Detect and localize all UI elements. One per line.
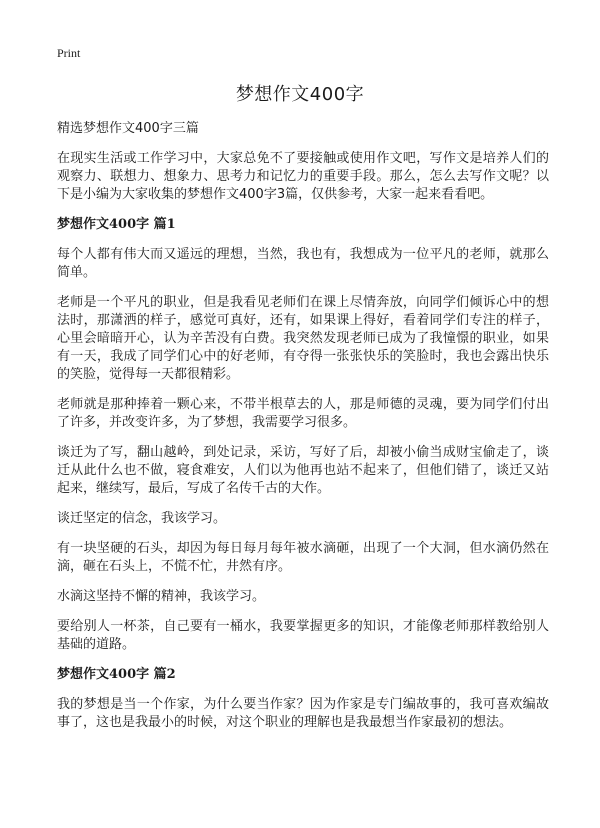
paragraph: 老师是一个平凡的职业，但是我看见老师们在课上尽情奔放，向同学们倾诉心中的想法时，那潇洒的样子，感觉可真好，还有，如果课上得好，看着同学们专注的样子，心里会暗暗开心，认为辛苦没有白费。我突然发现老师已成为了我憧憬的职业，如果有一天，我成了同学们心中的好老师，有夺得一张张快乐的笑脸时，我也会露出快乐的笑脸，觉得每一天都很精彩。 <box>57 295 549 382</box>
paragraph: 老师就是那种捧着一颗心来，不带半根草去的人，那是师德的灵魂，要为同学们付出了许多，并改变许多，为了梦想，我需要学习很多。 <box>57 397 549 430</box>
section-1 <box>57 216 549 654</box>
paragraph: 谈迁坚定的信念，我该学习。 <box>57 511 227 526</box>
section-heading: 梦想作文400字 篇2 <box>57 667 176 682</box>
paragraph: 每个人都有伟大而又遥远的理想，当然，我也有，我想成为一位平凡的老师，就那么简单。 <box>57 247 549 280</box>
paragraph: 有一块坚硬的石头，却因为每日每月每年被水滴砸，出现了一个大洞，但水滴仍然在滴，砸在石头上，不慌不忙，井然有序。 <box>57 541 549 574</box>
print-link[interactable]: Print <box>57 46 81 60</box>
paragraph: 谈迁为了写，翻山越岭，到处记录，采访，写好了后，却被小偷当成财宝偷走了，谈迁从此什么也不做，寝食难安，人们以为他再也站不起来了，但他们错了，谈迁又站起来，继续写，最后，写成了名传千古的大作。 <box>57 445 549 496</box>
paragraph: 要给别人一杯茶，自己要有一桶水，我要掌握更多的知识，才能像老师那样教给别人基础的道路。 <box>57 619 549 652</box>
section-heading: 梦想作文400字 篇1 <box>57 217 176 232</box>
paragraph: 水滴这坚持不懈的精神，我该学习。 <box>57 589 266 604</box>
article-subtitle: 精选梦想作文400字三篇 <box>57 121 199 136</box>
page-title: 梦想作文400字 <box>235 84 365 105</box>
intro-paragraph: 在现实生活或工作学习中，大家总免不了要接触或使用作文吧，写作文是培养人们的观察力、联想力、想象力、思考力和记忆力的重要手段。那么，怎么去写作文呢？以下是小编为大家收集的梦想作文400字3篇，仅供参考，大家一起来看看吧。 <box>57 151 549 202</box>
section-2 <box>57 666 549 732</box>
article-body <box>57 120 549 744</box>
paragraph: 我的梦想是当一个作家，为什么要当作家？因为作家是专门编故事的，我可喜欢编故事了，这也是我最小的时候，对这个职业的理解也是我最想当作家最初的想法。 <box>57 697 549 730</box>
